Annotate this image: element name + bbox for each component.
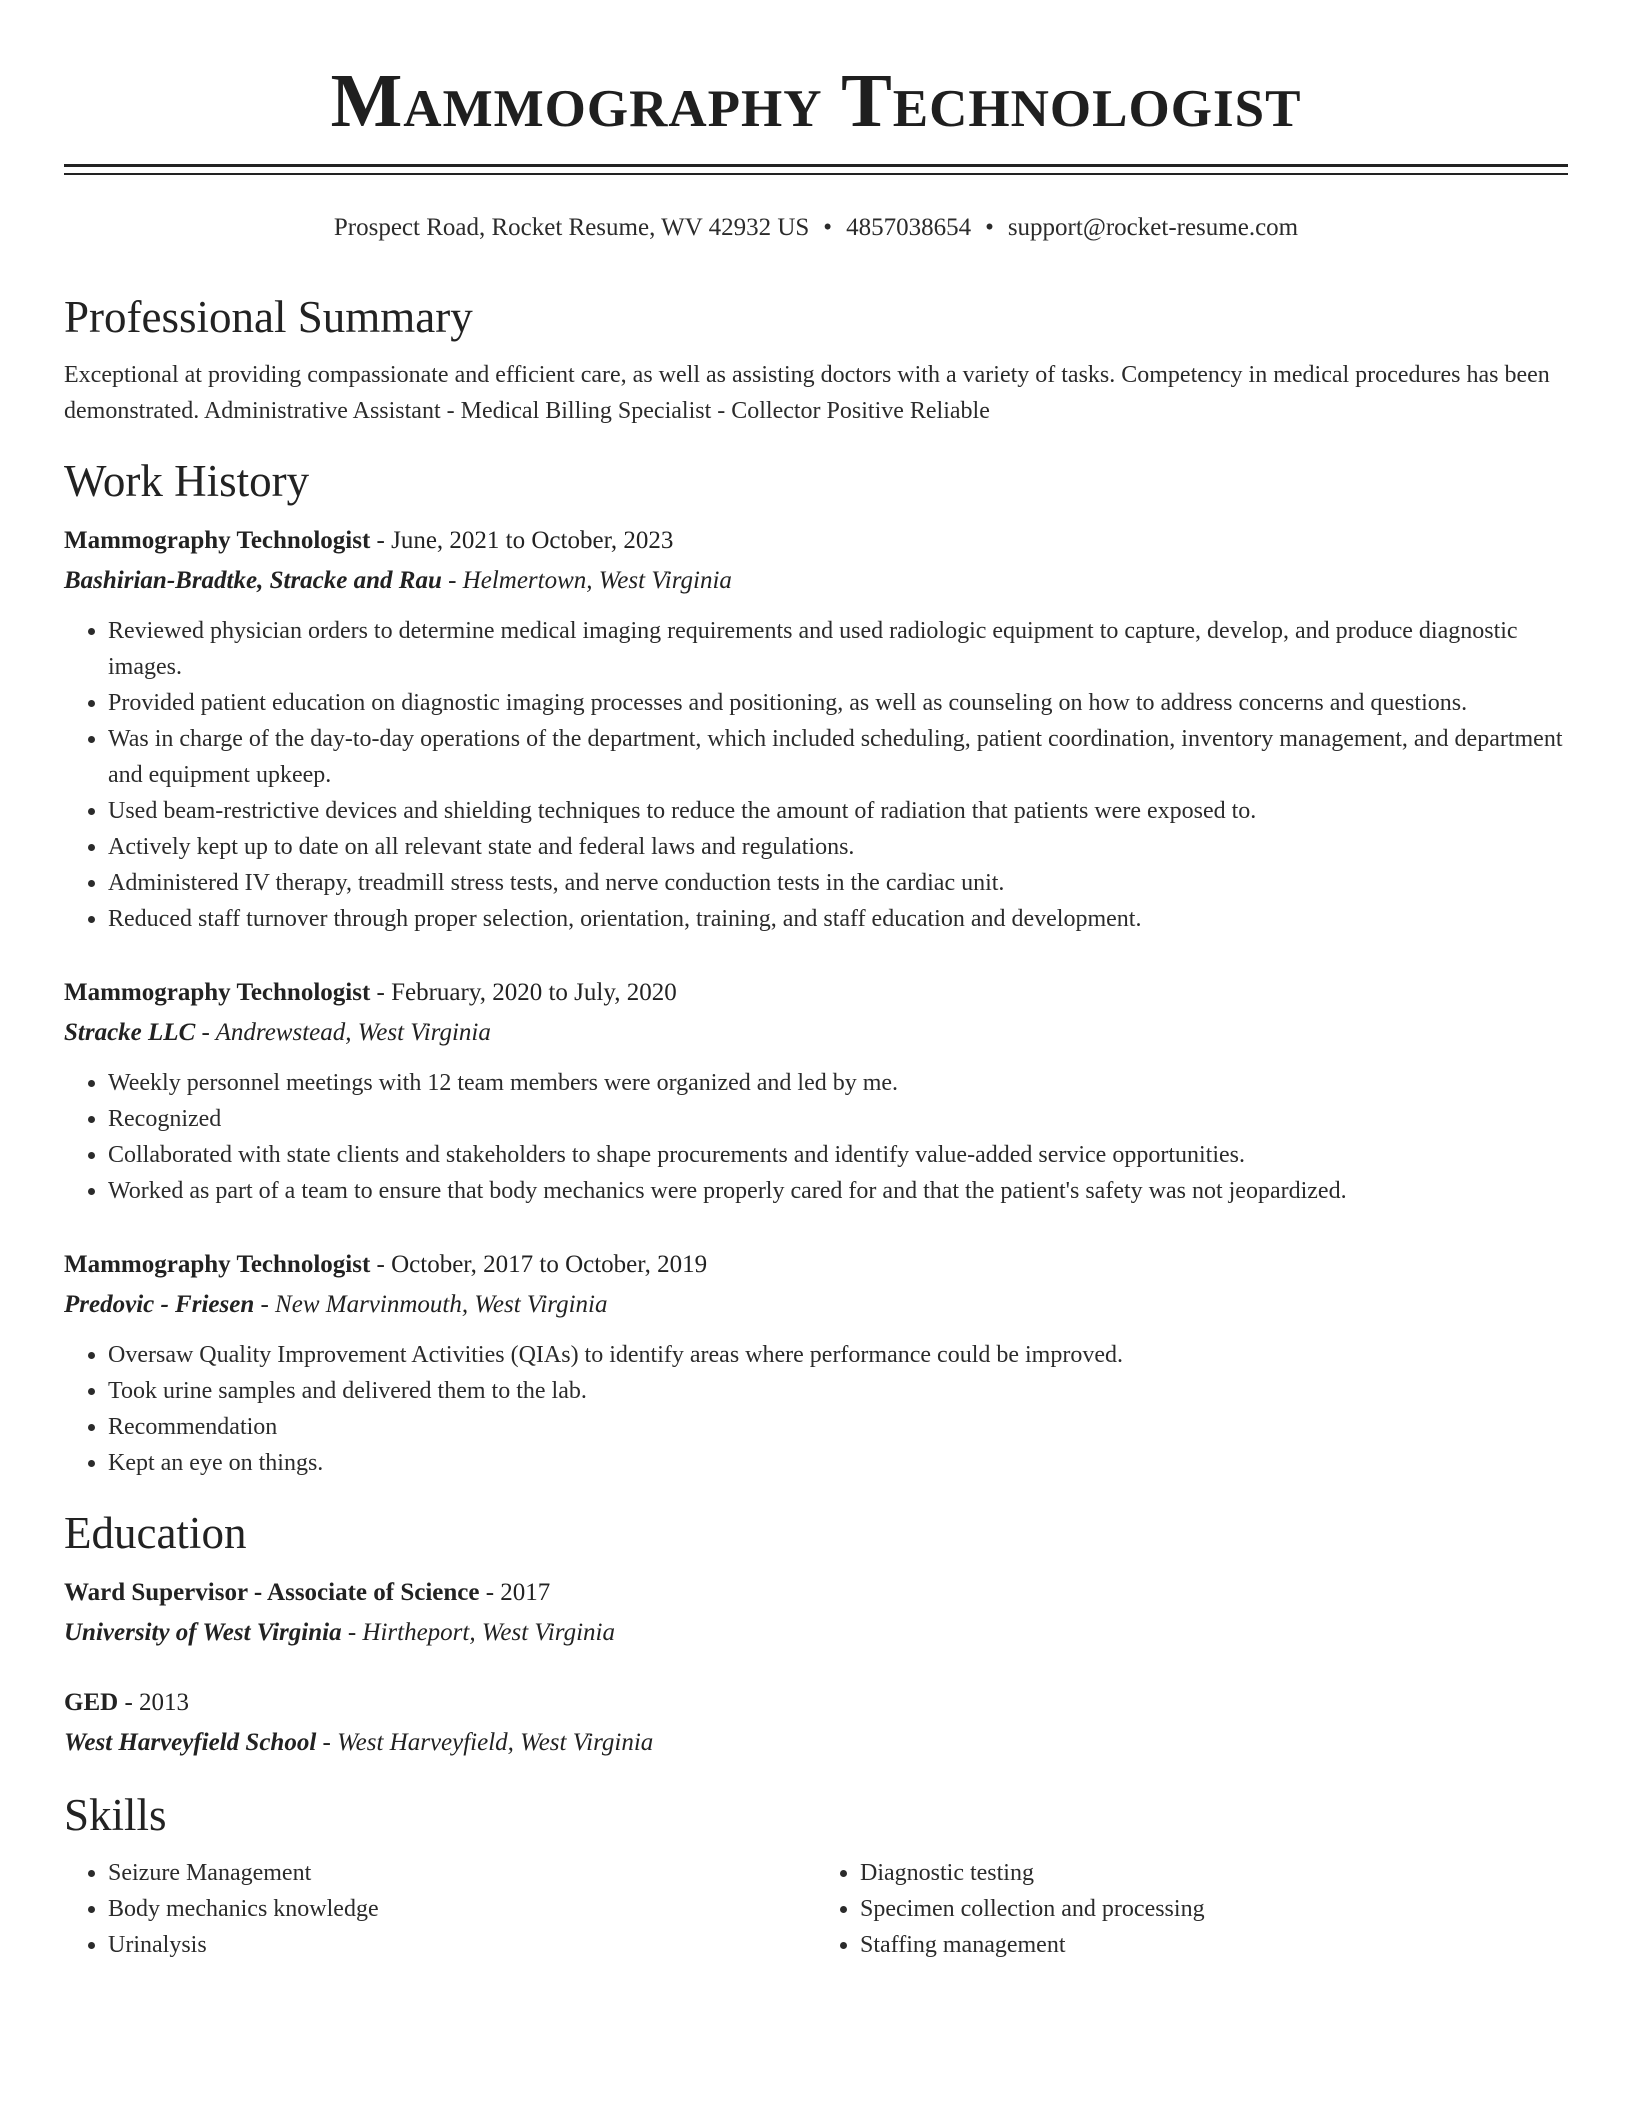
- skill-item: • Body mechanics knowledge: [108, 1891, 816, 1927]
- contact-address: Prospect Road, Rocket Resume, WV 42932 US: [333, 214, 810, 241]
- school-line: [64, 1723, 1568, 1763]
- edu-year: - 2013: [118, 1689, 190, 1716]
- job-bullets: [64, 1337, 1568, 1481]
- skill-item: • Urinalysis: [108, 1927, 816, 1963]
- skill-item: • Diagnostic testing: [860, 1855, 1568, 1891]
- job-bullet: • Reduced staff turnover through proper selection, orientation, training, and staff education and development.: [108, 901, 1568, 937]
- work-history-section: [64, 453, 1568, 1481]
- job-bullet: • Provided patient education on diagnostic imaging processes and positioning, as well as counseling on how to address concerns and questions.: [108, 685, 1568, 721]
- job-entry: [64, 973, 1568, 1209]
- job-company: Predovic - Friesen: [64, 1291, 255, 1318]
- contact-line: [64, 211, 1568, 245]
- education-entry: [64, 1573, 1568, 1653]
- job-bullet: • Weekly personnel meetings with 12 team members were organized and led by me.: [108, 1065, 1568, 1101]
- summary-section: [64, 289, 1568, 429]
- skills-column-right: [816, 1855, 1568, 1963]
- job-bullet: • Actively kept up to date on all relevant state and federal laws and regulations.: [108, 829, 1568, 865]
- job-company: Bashirian-Bradtke, Stracke and Rau: [64, 567, 442, 594]
- job-title-line: [64, 1245, 1568, 1285]
- employer-line: [64, 1285, 1568, 1325]
- edu-degree: GED: [64, 1689, 119, 1716]
- job-position: Mammography Technologist: [64, 527, 371, 554]
- degree-line: [64, 1683, 1568, 1723]
- degree-line: [64, 1573, 1568, 1613]
- skills-column-left: [64, 1855, 816, 1963]
- skills-grid: [64, 1855, 1568, 1963]
- edu-school: West Harveyfield School: [64, 1729, 317, 1756]
- job-bullet: • Recognized: [108, 1101, 1568, 1137]
- job-entry: [64, 1245, 1568, 1481]
- header-divider-thick: [64, 164, 1568, 167]
- job-title-line: [64, 973, 1568, 1013]
- job-bullet: • Worked as part of a team to ensure that body mechanics were properly cared for and that the patient's safety was not jeopardized.: [108, 1173, 1568, 1209]
- edu-school: University of West Virginia: [64, 1619, 342, 1646]
- job-position: Mammography Technologist: [64, 1251, 371, 1278]
- job-bullet: • Collaborated with state clients and stakeholders to shape procurements and identify value-added service opportunities.: [108, 1137, 1568, 1173]
- employer-line: [64, 561, 1568, 601]
- contact-separator: •: [823, 214, 833, 241]
- job-bullets: [64, 1065, 1568, 1209]
- education-entry: [64, 1683, 1568, 1763]
- edu-location: - Hirtheport, West Virginia: [341, 1619, 615, 1646]
- school-line: [64, 1613, 1568, 1653]
- job-location: - Andrewstead, West Virginia: [195, 1019, 491, 1046]
- job-location: - Helmertown, West Virginia: [441, 567, 732, 594]
- job-bullets: [64, 613, 1568, 937]
- contact-separator: •: [985, 214, 994, 241]
- job-bullet: • Took urine samples and delivered them to the lab.: [108, 1373, 1568, 1409]
- skill-item: • Seizure Management: [108, 1855, 816, 1891]
- summary-text: Exceptional at providing compassionate and efficient care, as well as assisting doctors with a variety of tasks. Competency in medical procedures has been demonstrated. Administrative Assistant - Medical Billing Specialist - Collector Positive Reliable: [64, 362, 1550, 424]
- contact-phone: 4857038654: [846, 214, 972, 241]
- job-dates: - June, 2021 to October, 2023: [370, 527, 674, 554]
- job-company: Stracke LLC: [64, 1019, 196, 1046]
- job-title-line: [64, 521, 1568, 561]
- contact-email[interactable]: support@rocket-resume.com: [1007, 214, 1299, 241]
- summary-heading: Professional Summary: [64, 292, 473, 342]
- job-bullet: • Used beam-restrictive devices and shielding techniques to reduce the amount of radiation that patients were exposed to.: [108, 793, 1568, 829]
- header-divider-thin: [64, 173, 1568, 175]
- edu-location: - West Harveyfield, West Virginia: [316, 1729, 654, 1756]
- employer-line: [64, 1013, 1568, 1053]
- job-dates: - February, 2020 to July, 2020: [370, 979, 677, 1006]
- resume-name: Mammography Technologist: [330, 59, 1302, 143]
- job-bullet: • Kept an eye on things.: [108, 1445, 1568, 1481]
- work-history-heading: Work History: [64, 456, 310, 506]
- education-section: [64, 1505, 1568, 1763]
- job-bullet: • Administered IV therapy, treadmill stress tests, and nerve conduction tests in the cardiac unit.: [108, 865, 1568, 901]
- job-bullet: • Oversaw Quality Improvement Activities (QIAs) to identify areas where performance could be improved.: [108, 1337, 1568, 1373]
- education-heading: Education: [64, 1508, 247, 1558]
- job-bullet: • Reviewed physician orders to determine medical imaging requirements and used radiologic equipment to capture, develop, and produce diagnostic images.: [108, 613, 1568, 685]
- edu-degree: Ward Supervisor - Associate of Science: [64, 1579, 480, 1606]
- job-location: - New Marvinmouth, West Virginia: [254, 1291, 608, 1318]
- skills-heading: Skills: [64, 1790, 167, 1840]
- skills-section: [64, 1787, 1568, 1963]
- job-bullet: • Recommendation: [108, 1409, 1568, 1445]
- job-entry: [64, 521, 1568, 937]
- job-position: Mammography Technologist: [64, 979, 371, 1006]
- job-dates: - October, 2017 to October, 2019: [370, 1251, 708, 1278]
- skill-item: • Specimen collection and processing: [860, 1891, 1568, 1927]
- job-bullet: • Was in charge of the day-to-day operations of the department, which included scheduling, patient coordination, inventory management, and department and equipment upkeep.: [108, 721, 1568, 793]
- skill-item: • Staffing management: [860, 1927, 1568, 1963]
- edu-year: - 2017: [479, 1579, 551, 1606]
